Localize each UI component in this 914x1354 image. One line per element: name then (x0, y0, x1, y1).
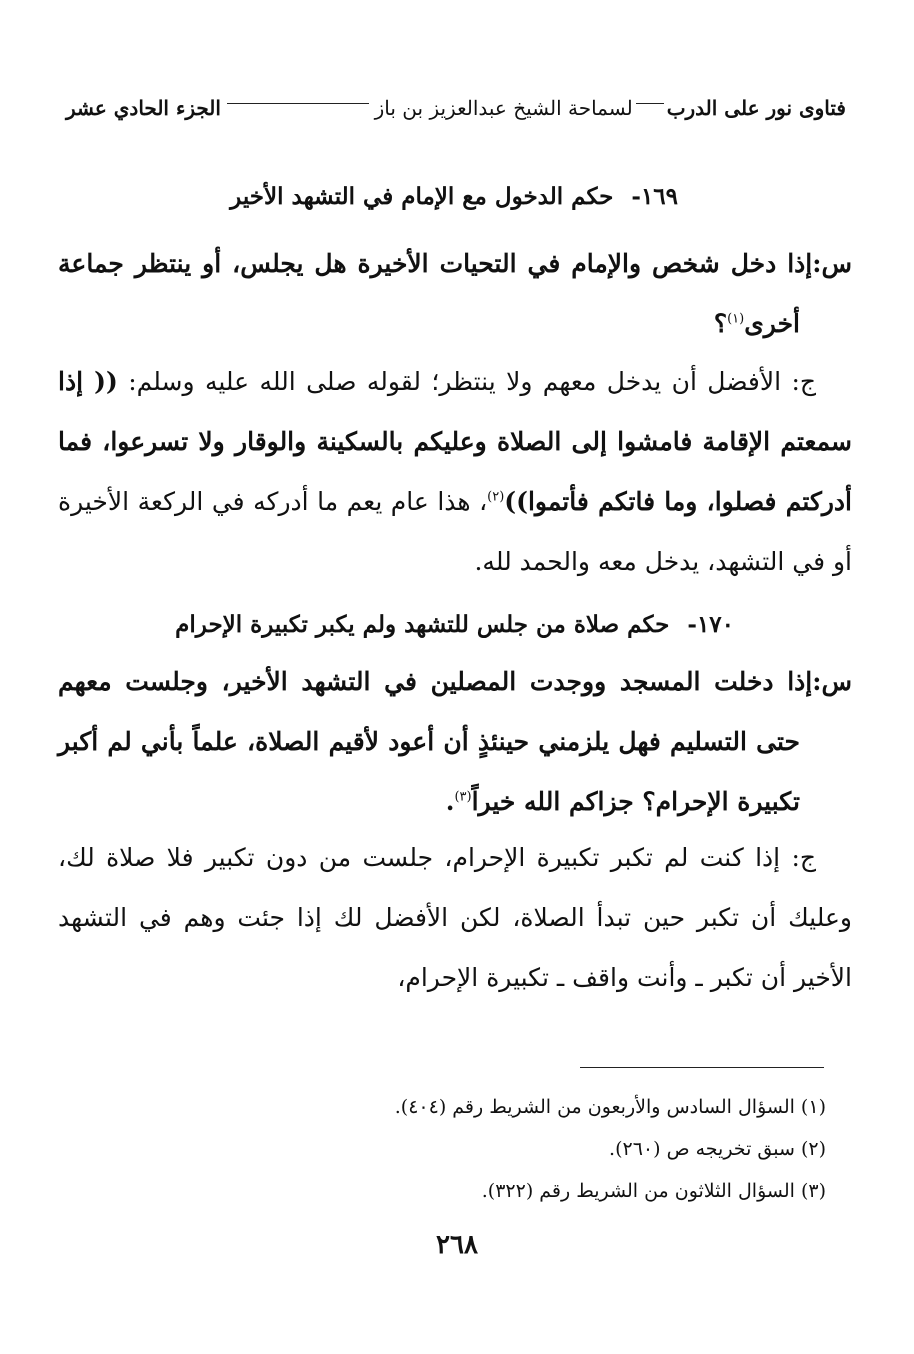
section-title: حكم صلاة من جلس للتشهد ولم يكبر تكبيرة الإحرام (175, 610, 670, 638)
question-paragraph (58, 234, 852, 354)
footnote-separator (580, 1067, 824, 1068)
footnote-item: (٢) سبق تخريجه ص (٢٦٠). (609, 1138, 826, 1160)
page-number: ٢٦٨ (436, 1230, 478, 1260)
footnotes (226, 1086, 826, 1212)
question-end: ؟ (713, 309, 728, 338)
answer-intro: ج: الأفضل أن يدخل معهم ولا ينتظر؛ لقوله صلى الله عليه وسلم: (128, 367, 817, 396)
question-end: . (445, 787, 455, 816)
answer-paragraph (58, 828, 852, 1008)
footnote-marker: (١) (727, 311, 745, 327)
section-heading (175, 604, 734, 644)
section-title: حكم الدخول مع الإمام في التشهد الأخير (230, 182, 614, 210)
book-title: فتاوى نور على الدرب (666, 96, 846, 120)
section-number: ١٧٠- (687, 610, 734, 638)
volume-label: الجزء الحادي عشر (66, 96, 221, 120)
footnote-marker: (٣) (454, 789, 472, 805)
header-rule (227, 103, 369, 104)
answer-rest: ، هذا عام يعم ما أدركه في الركعة الأخيرة أو في التشهد، يدخل معه والحمد لله. (58, 487, 852, 576)
header-dash (636, 103, 664, 104)
running-header (66, 88, 846, 128)
answer-paragraph (58, 352, 852, 592)
question-text: س:إذا دخل شخص والإمام في التحيات الأخيرة هل يجلس، أو ينتظر جماعة أخرى (58, 249, 852, 338)
footnote-item: (٣) السؤال الثلاثون من الشريط رقم (٣٢٢). (481, 1180, 826, 1202)
section-number: ١٦٩- (631, 182, 678, 210)
section-heading (230, 176, 678, 216)
footnote-item: (١) السؤال السادس والأربعون من الشريط رقم (٤٠٤). (394, 1096, 826, 1118)
question-paragraph (58, 652, 852, 832)
hadith-quote: (( إذا سمعتم الإقامة فامشوا إلى الصلاة وعليكم بالسكينة والوقار ولا تسرعوا، فما أدركتم فصلوا، وما فاتكم فأتموا)) (58, 367, 852, 516)
question-text: س:إذا دخلت المسجد ووجدت المصلين في التشهد الأخير، وجلست معهم حتى التسليم فهل يلزمني حينئذٍ أن أعود لأقيم الصلاة، علماً بأني لم أكبر تكبيرة الإحرام؟ جزاكم الله خيراً (58, 667, 852, 816)
author-name: لسماحة الشيخ عبدالعزيز بن باز (374, 96, 633, 120)
answer-text: ج: إذا كنت لم تكبر تكبيرة الإحرام، جلست من دون تكبير فلا صلاة لك، وعليك أن تكبر حين تبدأ الصلاة، لكن الأفضل لك إذا جئت وهم في التشهد الأخير أن تكبر ـ وأنت واقف ـ تكبيرة الإحرام، (58, 843, 852, 992)
footnote-marker: (٢) (487, 489, 505, 505)
